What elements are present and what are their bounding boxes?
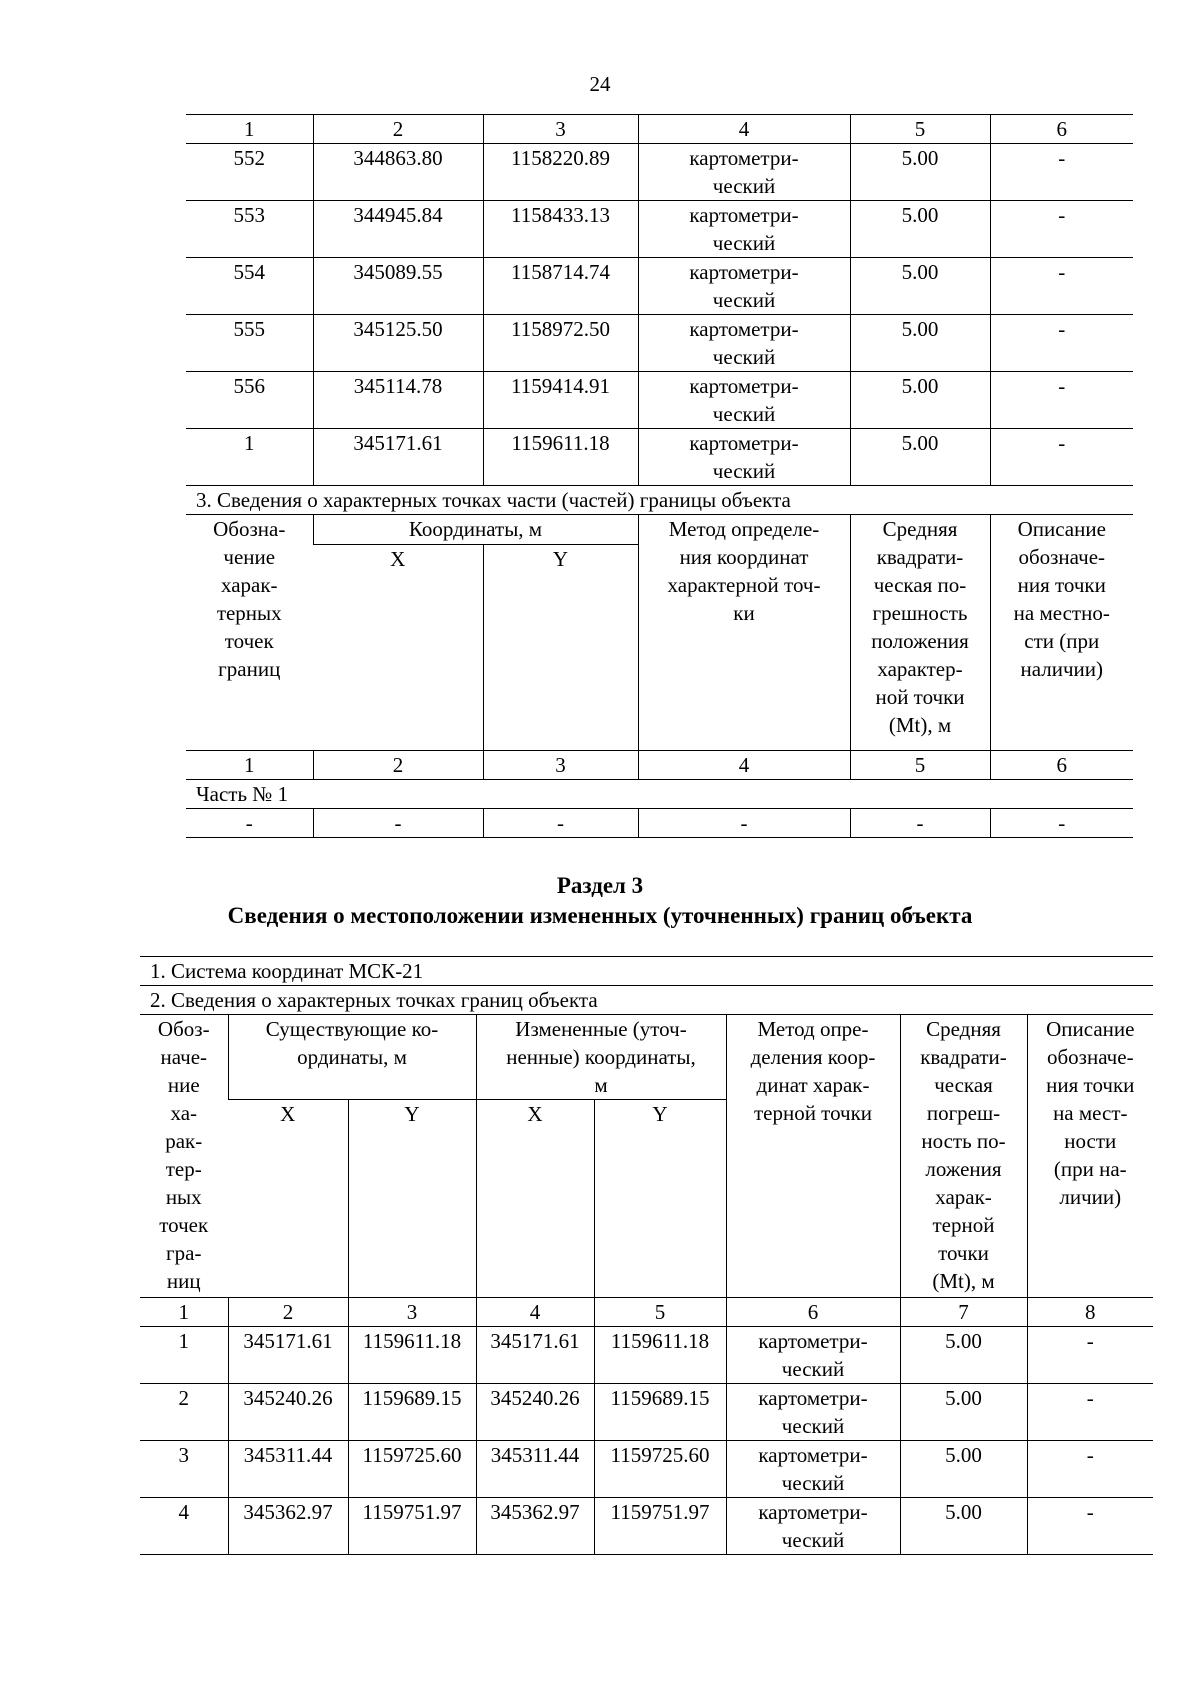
- header-line: Существующие ко-: [265, 1017, 439, 1041]
- accuracy: 5.00: [850, 372, 990, 429]
- header-line: ния координат: [679, 545, 809, 569]
- description: -: [1027, 1384, 1153, 1441]
- header-line: Средняя: [882, 517, 958, 541]
- method-line: ческий: [781, 1357, 845, 1381]
- header-line: Описание: [1017, 517, 1106, 541]
- header-line: тер-: [165, 1157, 202, 1181]
- method-line: картометри-: [689, 374, 799, 398]
- header-line: м: [594, 1073, 608, 1097]
- header-line: ность по-: [921, 1129, 1006, 1153]
- accuracy: 5.00: [850, 429, 990, 486]
- table-row: [140, 1441, 1153, 1498]
- cell-empty: -: [483, 809, 638, 838]
- colnum-7: 7: [900, 1298, 1027, 1327]
- header-line: границ: [218, 657, 281, 681]
- colnum-6: 6: [726, 1298, 900, 1327]
- colnum-2: 2: [313, 115, 483, 144]
- accuracy: 5.00: [900, 1498, 1027, 1555]
- method-line: ческий: [712, 288, 776, 312]
- method-line: картометри-: [689, 317, 799, 341]
- header-line: динат харак-: [756, 1073, 870, 1097]
- method: [638, 258, 850, 315]
- section-title-row: [186, 486, 1133, 515]
- colnum-5: 5: [850, 751, 990, 780]
- header-line: обозначе-: [1018, 545, 1106, 569]
- part-label-row: [186, 780, 1133, 809]
- header-line: (Mt), м: [932, 1269, 995, 1293]
- point-id: 553: [186, 201, 313, 258]
- point-id: 4: [140, 1498, 228, 1555]
- method: [638, 429, 850, 486]
- header-line: наче-: [160, 1045, 208, 1069]
- header-line: погреш-: [926, 1101, 1001, 1125]
- header-changed-y: Y: [594, 1100, 726, 1298]
- table-row: [186, 429, 1133, 486]
- header-method: [638, 515, 850, 751]
- method-line: картометри-: [758, 1329, 868, 1353]
- header-line: положения: [871, 629, 969, 653]
- header-point-designation: [140, 1015, 228, 1298]
- existing-x: 345362.97: [228, 1498, 348, 1555]
- method-line: картометри-: [689, 260, 799, 284]
- existing-y: 1159611.18: [348, 1327, 476, 1384]
- changed-x: 345171.61: [476, 1327, 594, 1384]
- header-line: ложения: [925, 1157, 1002, 1181]
- accuracy: 5.00: [850, 201, 990, 258]
- colnum-1: 1: [186, 751, 313, 780]
- method: [638, 201, 850, 258]
- colnum-4: 4: [476, 1298, 594, 1327]
- header-line: характер-: [877, 657, 963, 681]
- header-line: личии): [1059, 1185, 1122, 1209]
- table-row: [140, 1327, 1153, 1384]
- colnum-4: 4: [638, 115, 850, 144]
- header-line: ной точки: [875, 685, 965, 709]
- header-line: Обозна-: [213, 517, 286, 541]
- coord-y: 1158220.89: [483, 144, 638, 201]
- coord-y: 1158972.50: [483, 315, 638, 372]
- points-title-row: [140, 986, 1153, 1015]
- column-number-row: [186, 751, 1133, 780]
- method-line: ческий: [712, 402, 776, 426]
- existing-y: 1159725.60: [348, 1441, 476, 1498]
- header-line: ординаты, м: [297, 1045, 407, 1069]
- table-row: [186, 144, 1133, 201]
- header-line: ния точки: [1046, 1073, 1135, 1097]
- method: [726, 1498, 900, 1555]
- column-number-row: [140, 1298, 1153, 1327]
- method-line: картометри-: [689, 431, 799, 455]
- header-line: на местно-: [1013, 601, 1110, 625]
- method: [638, 315, 850, 372]
- colnum-1: 1: [140, 1298, 228, 1327]
- header-line: точки: [938, 1241, 989, 1265]
- header-line: на мест-: [1053, 1101, 1128, 1125]
- method: [726, 1384, 900, 1441]
- section-subheading: Сведения о местоположении измененных (уточненных) границ объекта: [227, 903, 973, 928]
- coord-x: 345125.50: [313, 315, 483, 372]
- accuracy: 5.00: [850, 258, 990, 315]
- header-line: сти (при: [1024, 629, 1100, 653]
- changed-boundaries-table: [140, 956, 1153, 1555]
- coordinates-table-continued: [186, 114, 1133, 838]
- existing-y: 1159751.97: [348, 1498, 476, 1555]
- method: [726, 1327, 900, 1384]
- header-line: чение: [223, 545, 276, 569]
- header-existing-x: X: [228, 1100, 348, 1298]
- coord-y: 1158433.13: [483, 201, 638, 258]
- header-line: харак-: [935, 1185, 992, 1209]
- header-x: X: [313, 545, 483, 751]
- method-line: ческий: [712, 459, 776, 483]
- coord-x: 344945.84: [313, 201, 483, 258]
- table-row: [186, 809, 1133, 838]
- changed-x: 345362.97: [476, 1498, 594, 1555]
- header-line: терной точки: [753, 1101, 873, 1125]
- cell-empty: -: [850, 809, 990, 838]
- header-line: ных: [165, 1185, 202, 1209]
- colnum-3: 3: [348, 1298, 476, 1327]
- existing-y: 1159689.15: [348, 1384, 476, 1441]
- header-line: ности: [1064, 1129, 1117, 1153]
- table-row: [140, 1498, 1153, 1555]
- changed-y: 1159611.18: [594, 1327, 726, 1384]
- changed-y: 1159751.97: [594, 1498, 726, 1555]
- header-line: (при на-: [1053, 1157, 1127, 1181]
- method: [638, 144, 850, 201]
- header-row: [186, 515, 1133, 545]
- part-label: Часть № 1: [186, 780, 1133, 809]
- coord-x: 344863.80: [313, 144, 483, 201]
- method-line: ческий: [712, 231, 776, 255]
- colnum-6: 6: [990, 115, 1133, 144]
- point-id: 2: [140, 1384, 228, 1441]
- header-description: [1027, 1015, 1153, 1298]
- method-line: картометри-: [758, 1500, 868, 1524]
- method-line: картометри-: [689, 203, 799, 227]
- accuracy: 5.00: [900, 1384, 1027, 1441]
- header-changed-x: X: [476, 1100, 594, 1298]
- colnum-3: 3: [483, 751, 638, 780]
- method-line: ческий: [781, 1528, 845, 1552]
- description: -: [990, 258, 1133, 315]
- header-line: ха-: [170, 1101, 198, 1125]
- accuracy: 5.00: [900, 1441, 1027, 1498]
- method-line: ческий: [712, 174, 776, 198]
- header-line: рак-: [165, 1129, 203, 1153]
- coord-x: 345114.78: [313, 372, 483, 429]
- colnum-4: 4: [638, 751, 850, 780]
- header-line: Метод опре-: [757, 1017, 869, 1041]
- header-line: Измененные (уточ-: [515, 1017, 687, 1041]
- description: -: [1027, 1441, 1153, 1498]
- colnum-5: 5: [594, 1298, 726, 1327]
- header-line: ческая: [934, 1073, 993, 1097]
- colnum-2: 2: [313, 751, 483, 780]
- header-accuracy: [850, 515, 990, 751]
- header-line: харак-: [220, 573, 278, 597]
- column-number-row: [186, 115, 1133, 144]
- description: -: [990, 201, 1133, 258]
- header-method: [726, 1015, 900, 1298]
- description: -: [990, 144, 1133, 201]
- point-id: 3: [140, 1441, 228, 1498]
- coord-y: 1158714.74: [483, 258, 638, 315]
- coord-x: 345171.61: [313, 429, 483, 486]
- header-line: ния точки: [1017, 573, 1106, 597]
- coord-x: 345089.55: [313, 258, 483, 315]
- header-y: Y: [483, 545, 638, 751]
- accuracy: 5.00: [850, 144, 990, 201]
- header-line: терной: [932, 1213, 995, 1237]
- description: -: [990, 372, 1133, 429]
- accuracy: 5.00: [900, 1327, 1027, 1384]
- method-line: ческий: [781, 1414, 845, 1438]
- header-line: точек: [224, 629, 274, 653]
- header-line: гра-: [166, 1241, 202, 1265]
- existing-x: 345240.26: [228, 1384, 348, 1441]
- colnum-3: 3: [483, 115, 638, 144]
- table-row: [186, 201, 1133, 258]
- points-section-title: 2. Сведения о характерных точках границ объекта: [140, 986, 1153, 1015]
- description: -: [990, 315, 1133, 372]
- description: -: [1027, 1498, 1153, 1555]
- colnum-5: 5: [850, 115, 990, 144]
- colnum-1: 1: [186, 115, 313, 144]
- header-coordinates: Координаты, м: [313, 515, 638, 545]
- point-id: 552: [186, 144, 313, 201]
- coord-y: 1159611.18: [483, 429, 638, 486]
- header-existing-y: Y: [348, 1100, 476, 1298]
- header-line: Средняя: [926, 1017, 1001, 1041]
- header-row: [140, 1015, 1153, 1100]
- method: [726, 1441, 900, 1498]
- page-number: 24: [589, 72, 611, 96]
- section-heading: Раздел 3: [556, 873, 644, 898]
- method-line: картометри-: [758, 1386, 868, 1410]
- point-id: 556: [186, 372, 313, 429]
- existing-x: 345171.61: [228, 1327, 348, 1384]
- colnum-8: 8: [1027, 1298, 1153, 1327]
- header-line: ние: [167, 1073, 200, 1097]
- header-accuracy: [900, 1015, 1027, 1298]
- header-line: грешность: [872, 601, 968, 625]
- table-row: [140, 1384, 1153, 1441]
- cell-empty: -: [186, 809, 313, 838]
- header-point-designation: [186, 515, 313, 751]
- changed-y: 1159689.15: [594, 1384, 726, 1441]
- point-id: 554: [186, 258, 313, 315]
- header-changed-coordinates: [476, 1015, 726, 1100]
- changed-y: 1159725.60: [594, 1441, 726, 1498]
- header-line: Описание: [1046, 1017, 1135, 1041]
- method-line: ческий: [781, 1471, 845, 1495]
- coordinate-system-row: [140, 957, 1153, 986]
- method-line: ческий: [712, 345, 776, 369]
- table-row: [186, 372, 1133, 429]
- cell-empty: -: [313, 809, 483, 838]
- header-existing-coordinates: [228, 1015, 476, 1100]
- header-line: Метод определе-: [668, 517, 820, 541]
- coordinate-system: 1. Система координат МСК-21: [140, 957, 1153, 986]
- header-line: наличии): [1020, 657, 1103, 681]
- header-line: деления коор-: [750, 1045, 876, 1069]
- cell-empty: -: [638, 809, 850, 838]
- description: -: [1027, 1327, 1153, 1384]
- header-line: ненные) координаты,: [506, 1045, 696, 1069]
- point-id: 1: [186, 429, 313, 486]
- description: -: [990, 429, 1133, 486]
- header-line: Обоз-: [157, 1017, 210, 1041]
- accuracy: 5.00: [850, 315, 990, 372]
- header-line: ки: [733, 601, 755, 625]
- header-line: точек: [159, 1213, 209, 1237]
- coord-y: 1159414.91: [483, 372, 638, 429]
- changed-x: 345311.44: [476, 1441, 594, 1498]
- table-row: [186, 315, 1133, 372]
- colnum-6: 6: [990, 751, 1133, 780]
- table-row: [186, 258, 1133, 315]
- header-line: обозначе-: [1046, 1045, 1134, 1069]
- method-line: картометри-: [689, 146, 799, 170]
- header-line: терных: [216, 601, 282, 625]
- header-line: (Mt), м: [888, 713, 952, 737]
- point-id: 1: [140, 1327, 228, 1384]
- method-line: картометри-: [758, 1443, 868, 1467]
- method: [638, 372, 850, 429]
- colnum-2: 2: [228, 1298, 348, 1327]
- part-points-section-title: 3. Сведения о характерных точках части (частей) границы объекта: [186, 486, 1133, 515]
- cell-empty: -: [990, 809, 1133, 838]
- point-id: 555: [186, 315, 313, 372]
- header-line: квадрати-: [920, 1045, 1007, 1069]
- header-line: ниц: [166, 1269, 201, 1293]
- changed-x: 345240.26: [476, 1384, 594, 1441]
- existing-x: 345311.44: [228, 1441, 348, 1498]
- header-description: [990, 515, 1133, 751]
- header-line: ческая по-: [873, 573, 967, 597]
- header-line: характерной точ-: [667, 573, 821, 597]
- header-line: квадрати-: [876, 545, 964, 569]
